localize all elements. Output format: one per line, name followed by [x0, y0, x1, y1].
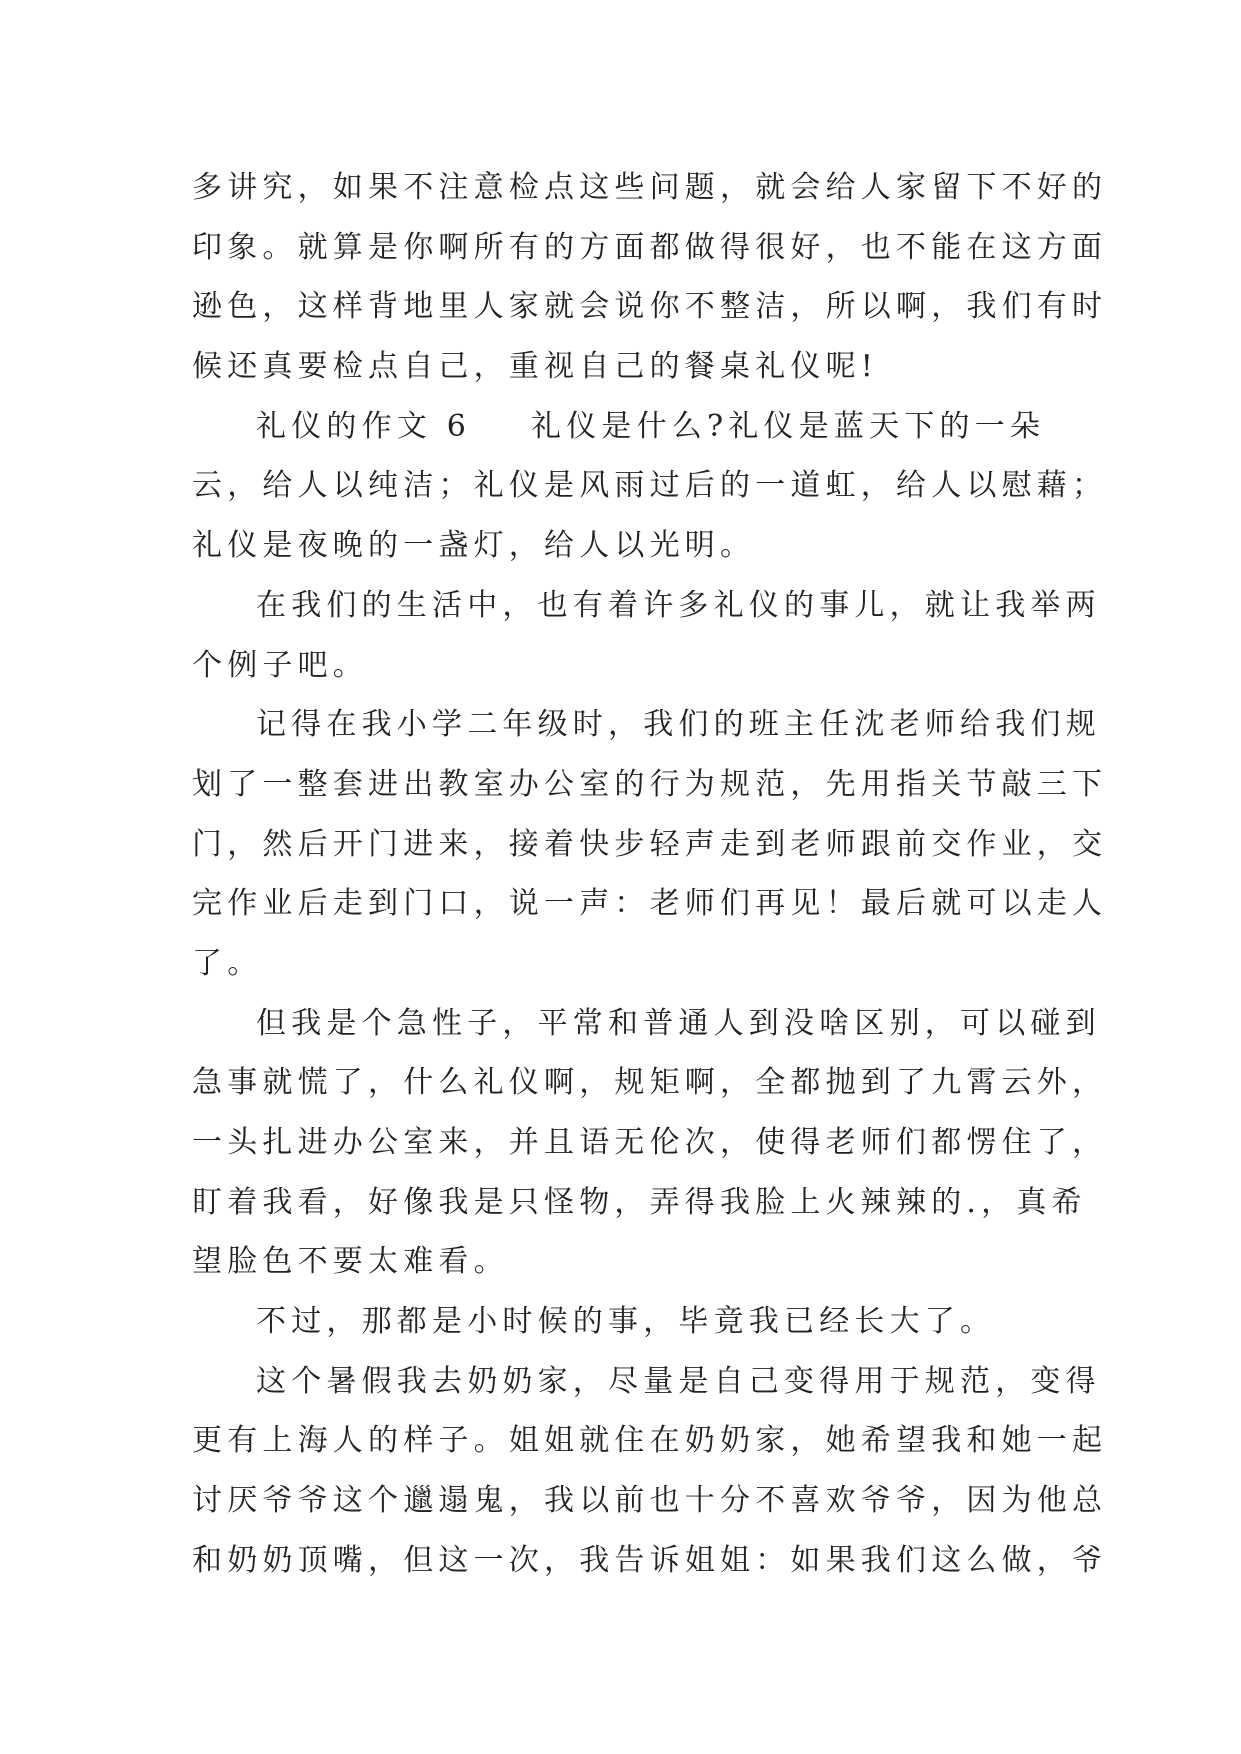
- text-line: 了。: [192, 945, 263, 981]
- text-line: 讨厌爷爷这个邋遢鬼，我以前也十分不喜欢爷爷，因为他总: [192, 1483, 1108, 1519]
- text-line: 完作业后走到门口，说一声：老师们再见！最后就可以走人: [192, 886, 1108, 922]
- text-line: 印象。就算是你啊所有的方面都做得很好，也不能在这方面: [192, 229, 1108, 265]
- text-line: 更有上海人的样子。姐姐就住在奶奶家，她希望我和她一起: [192, 1423, 1108, 1459]
- section-first-sentence: 礼仪是什么?礼仪是蓝天下的一朵: [531, 408, 1046, 444]
- paragraph-start-line: 记得在我小学二年级时，我们的班主任沈老师给我们规: [256, 707, 1101, 743]
- text-line: 划了一整套进出教室办公室的行为规范，先用指关节敲三下: [192, 766, 1108, 802]
- text-line: 急事就慌了，什么礼仪啊，规矩啊，全都抛到了九霄云外，: [192, 1065, 1108, 1101]
- text-line: 礼仪是夜晚的一盏灯，给人以光明。: [192, 528, 756, 564]
- text-line: 盯着我看，好像我是只怪物，弄得我脸上火辣辣的.，真希: [192, 1184, 1087, 1220]
- text-line: 个例子吧。: [192, 647, 368, 683]
- text-line: 和奶奶顶嘴，但这一次，我告诉姐姐：如果我们这么做，爷: [192, 1542, 1108, 1578]
- document-body: [192, 158, 1108, 1591]
- section-heading-line: [192, 397, 1072, 457]
- text-line: 一头扎进办公室来，并且语无伦次，使得老师们都愣住了，: [192, 1125, 1108, 1160]
- paragraph-start-line: 但我是个急性子，平常和普通人到没啥区别，可以碰到: [256, 1005, 1101, 1041]
- text-line: 候还真要检点自己，重视自己的餐桌礼仪呢!: [192, 349, 879, 385]
- text-line: 望脸色不要太难看。: [192, 1244, 509, 1280]
- section-heading: 礼仪的作文 6: [256, 408, 472, 444]
- paragraph-start-line: 这个暑假我去奶奶家，尽量是自己变得用于规范，变得: [256, 1363, 1101, 1399]
- text-line: 云，给人以纯洁；礼仪是风雨过后的一道虹，给人以慰藉；: [192, 468, 1108, 504]
- text-line: 逊色，这样背地里人家就会说你不整洁，所以啊，我们有时: [192, 289, 1108, 325]
- text-line: 门，然后开门进来，接着快步轻声走到老师跟前交作业，交: [192, 826, 1108, 862]
- text-line: 多讲究，如果不注意检点这些问题，就会给人家留下不好的: [192, 170, 1108, 205]
- paragraph-start-line: 在我们的生活中，也有着许多礼仪的事儿，就让我举两: [256, 587, 1101, 623]
- paragraph-start-line: 不过，那都是小时候的事，毕竟我已经长大了。: [256, 1304, 996, 1340]
